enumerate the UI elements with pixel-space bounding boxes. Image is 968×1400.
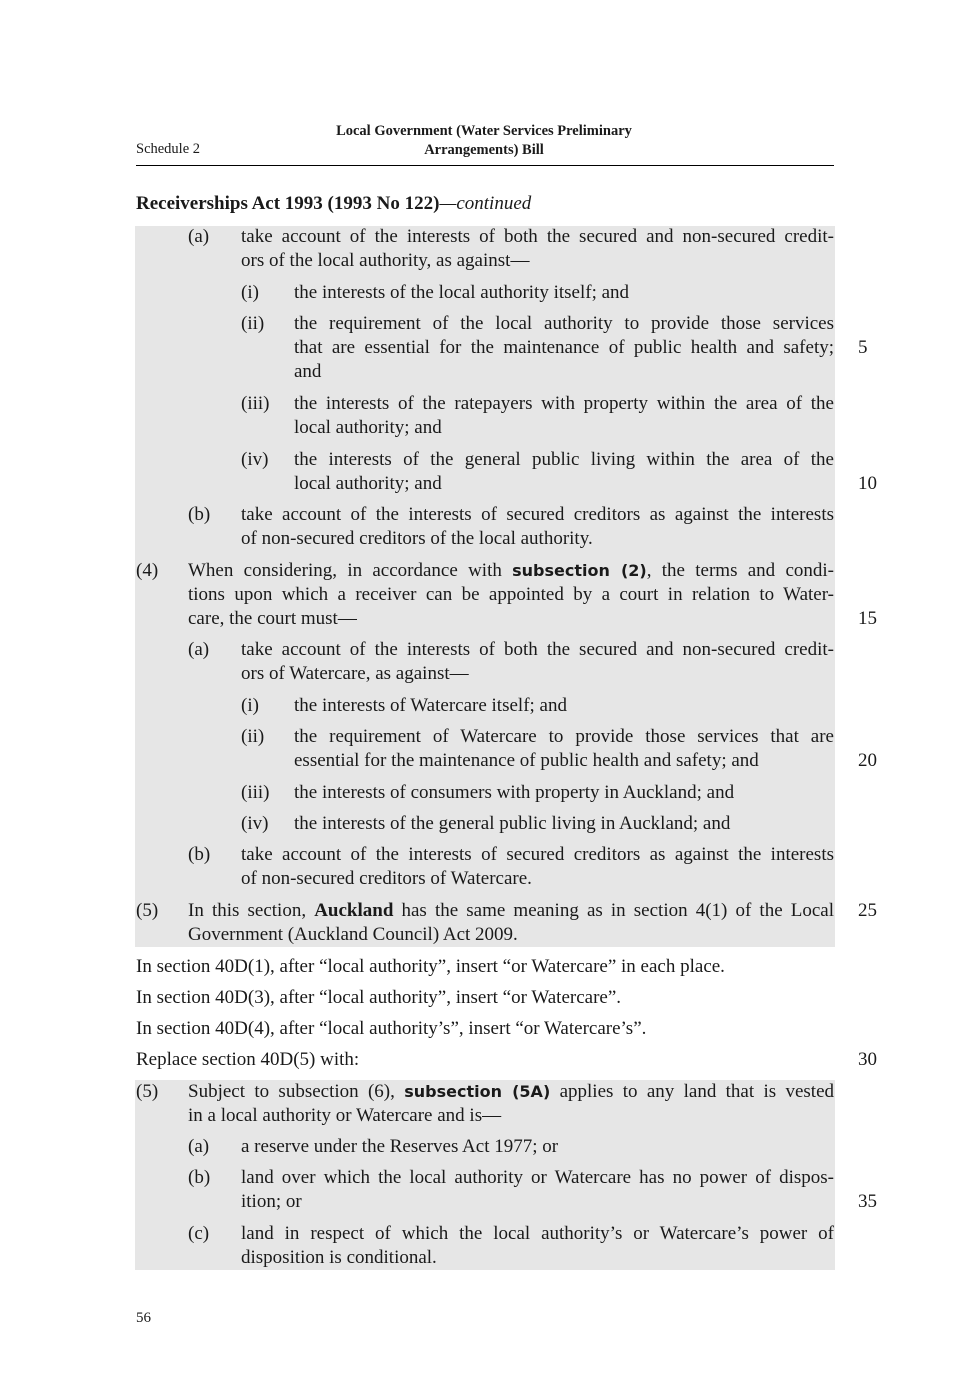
- line-number: 35: [858, 1191, 877, 1212]
- subsection-4-line-1: [188, 559, 834, 583]
- new-para-c-line-1: land in respect of which the local authority’s or Watercare’s power of: [241, 1223, 834, 1244]
- para-a-label: (a): [188, 226, 210, 247]
- new-subsection-5-line-1-end: applies to any land that is vested: [550, 1081, 835, 1102]
- subpara-iii-line-2: local authority; and: [294, 417, 442, 438]
- subpara-iv-line-2: local authority; and: [294, 473, 442, 494]
- cross-reference-subsection-2: subsection (2): [512, 561, 647, 580]
- new-para-a-label: (a): [188, 1136, 210, 1157]
- line-number: 30: [858, 1049, 877, 1070]
- running-header-title: [300, 122, 668, 160]
- new-para-b-line-2: ition; or: [241, 1191, 302, 1212]
- subpara-iv-line-1: the interests of the general public living within the area of the: [294, 449, 834, 470]
- subsection-5-label: (5): [136, 900, 159, 921]
- subpara-iv-label: (iv): [241, 813, 269, 834]
- para-a-line-1: take account of the interests of both the secured and non-secured credit-: [241, 226, 834, 247]
- line-number: 10: [858, 473, 877, 494]
- subsection-4-label: (4): [136, 560, 159, 581]
- subsection-5-line-1: [188, 899, 834, 923]
- subsection-5-line-1-end: has the same meaning as in section 4(1) of the Local: [393, 900, 834, 921]
- line-number: 15: [858, 608, 877, 629]
- new-subsection-5-label: (5): [136, 1081, 159, 1102]
- subsection-4-line-1-text: When considering, in accordance with: [188, 560, 513, 581]
- new-subsection-5-line-1: [188, 1080, 834, 1104]
- subpara-i-label: (i): [241, 695, 259, 716]
- para-b-line-2: of non-secured creditors of Watercare.: [241, 868, 532, 889]
- new-para-b-line-1: land over which the local authority or Watercare has no power of dispos-: [241, 1167, 834, 1188]
- para-b-label: (b): [188, 504, 211, 525]
- subpara-ii-label: (ii): [241, 313, 265, 334]
- cross-reference-subsection-5A: subsection (5A): [404, 1082, 551, 1101]
- para-a-line-1: take account of the interests of both the secured and non-secured credit-: [241, 639, 834, 660]
- new-subsection-5-line-2: in a local authority or Watercare and is—: [188, 1105, 502, 1126]
- act-heading-continued: —continued: [439, 193, 532, 214]
- amending-instruction-40D1: In section 40D(1), after “local authority”, insert “or Watercare” in each place.: [136, 956, 725, 977]
- subpara-ii-label: (ii): [241, 726, 265, 747]
- new-para-b-label: (b): [188, 1167, 211, 1188]
- amending-instruction-40D3: In section 40D(3), after “local authority”, insert “or Watercare”.: [136, 987, 622, 1008]
- page-number: 56: [136, 1310, 151, 1326]
- act-heading-title: Receiverships Act 1993 (1993 No 122): [136, 193, 440, 214]
- para-b-line-1: take account of the interests of secured creditors as against the interests: [241, 504, 834, 525]
- running-header-schedule: Schedule 2: [136, 141, 201, 157]
- subpara-iii-label: (iii): [241, 782, 270, 803]
- subsection-4-line-3: care, the court must—: [188, 608, 357, 629]
- subsection-4-line-1-end: , the terms and condi-: [646, 560, 835, 581]
- new-para-c-line-2: disposition is conditional.: [241, 1247, 437, 1268]
- para-b-line-1: take account of the interests of secured creditors as against the interests: [241, 844, 834, 865]
- header-rule: [136, 165, 834, 166]
- subpara-ii-line-1: the requirement of the local authority to provide those services: [294, 313, 834, 334]
- subpara-ii-line-3: and: [294, 361, 322, 382]
- header-title-line-1: Local Government (Water Services Preliminary: [336, 123, 632, 139]
- new-para-a-text: a reserve under the Reserves Act 1977; or: [241, 1136, 559, 1157]
- amending-instruction-40D5: Replace section 40D(5) with:: [136, 1049, 360, 1070]
- act-heading: [136, 193, 531, 215]
- subsection-4-line-2: tions upon which a receiver can be appointed by a court in relation to Water-: [188, 584, 834, 605]
- subpara-i-text: the interests of Watercare itself; and: [294, 695, 567, 716]
- line-number: 20: [858, 750, 877, 771]
- new-subsection-5-line-1-text: Subject to subsection (6),: [188, 1081, 405, 1102]
- para-a-line-2: ors of Watercare, as against—: [241, 663, 469, 684]
- subpara-i-text: the interests of the local authority itself; and: [294, 282, 630, 303]
- amending-instruction-40D4: In section 40D(4), after “local authority’s”, insert “or Watercare’s”.: [136, 1018, 647, 1039]
- subpara-iii-label: (iii): [241, 393, 270, 414]
- subsection-5-line-2: Government (Auckland Council) Act 2009.: [188, 924, 518, 945]
- subpara-ii-line-2: that are essential for the maintenance of public health and safety;: [294, 337, 834, 358]
- new-para-c-label: (c): [188, 1223, 210, 1244]
- subpara-i-label: (i): [241, 282, 259, 303]
- para-b-label: (b): [188, 844, 211, 865]
- subpara-ii-line-2: essential for the maintenance of public health and safety; and: [294, 750, 759, 771]
- subpara-iv-label: (iv): [241, 449, 269, 470]
- subpara-iv-text: the interests of the general public living in Auckland; and: [294, 813, 731, 834]
- line-number: 5: [858, 337, 868, 358]
- subpara-ii-line-1: the requirement of Watercare to provide those services that are: [294, 726, 834, 747]
- subpara-iii-line-1: the interests of the ratepayers with property within the area of the: [294, 393, 834, 414]
- para-a-line-2: ors of the local authority, as against—: [241, 250, 530, 271]
- para-b-line-2: of non-secured creditors of the local authority.: [241, 528, 593, 549]
- subpara-iii-text: the interests of consumers with property in Auckland; and: [294, 782, 735, 803]
- subsection-5-line-1-text: In this section,: [188, 900, 315, 921]
- para-a-label: (a): [188, 639, 210, 660]
- header-title-line-2: Arrangements) Bill: [424, 142, 544, 158]
- defined-term-auckland: Auckland: [314, 900, 394, 921]
- line-number: 25: [858, 900, 877, 921]
